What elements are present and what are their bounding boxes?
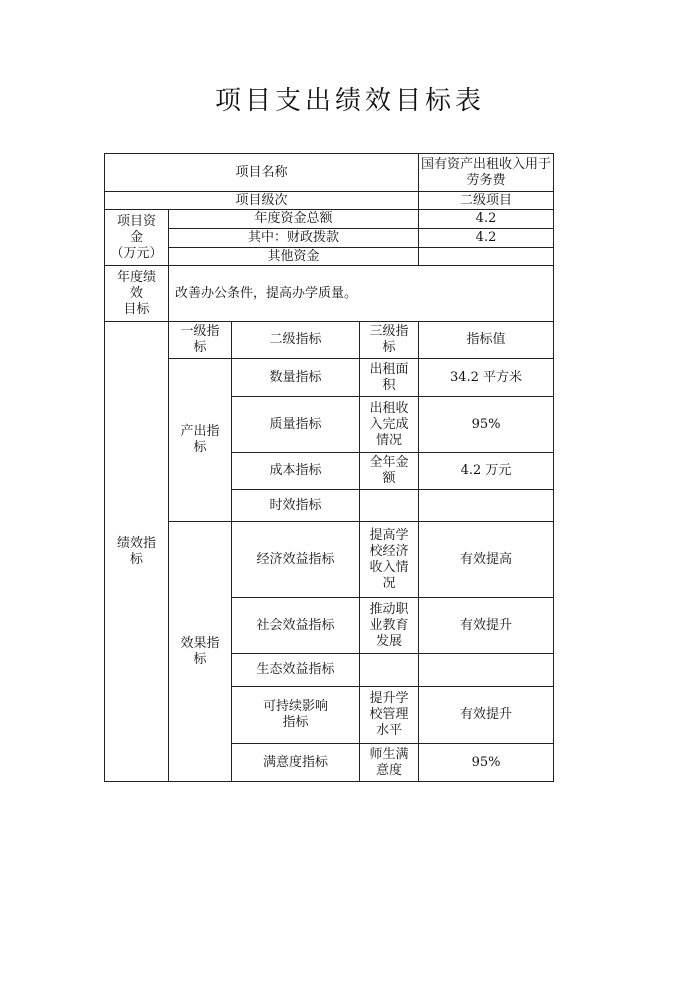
funds-total-value: 4.2 bbox=[419, 210, 554, 229]
indicators-section-label: 绩效指 标 bbox=[105, 322, 169, 782]
table-row bbox=[105, 522, 554, 598]
value-cell: 有效提升 bbox=[419, 598, 554, 654]
value-cell: 4.2 万元 bbox=[419, 453, 554, 490]
value-cell: 34.2 平方米 bbox=[419, 359, 554, 397]
level3-cell: 推动职 业教育 发展 bbox=[360, 598, 419, 654]
header-level2: 二级指标 bbox=[232, 322, 360, 359]
table-row bbox=[105, 359, 554, 397]
row-annual-goal bbox=[105, 266, 554, 322]
level2-cell: 数量指标 bbox=[232, 359, 360, 397]
value-cell bbox=[419, 654, 554, 687]
level3-cell: 出租收 入完成 情况 bbox=[360, 397, 419, 453]
value-cell: 有效提升 bbox=[419, 687, 554, 744]
performance-table bbox=[104, 153, 554, 782]
level2-cell: 可持续影响 指标 bbox=[232, 687, 360, 744]
level3-cell: 提升学 校管理 水平 bbox=[360, 687, 419, 744]
row-indicator-header bbox=[105, 322, 554, 359]
level2-cell: 成本指标 bbox=[232, 453, 360, 490]
funds-other-value bbox=[419, 248, 554, 266]
value-cell: 95% bbox=[419, 397, 554, 453]
value-cell: 有效提高 bbox=[419, 522, 554, 598]
header-level1: 一级指 标 bbox=[169, 322, 232, 359]
level3-cell: 师生满 意度 bbox=[360, 744, 419, 782]
value-cell: 95% bbox=[419, 744, 554, 782]
header-value: 指标值 bbox=[419, 322, 554, 359]
annual-goal-label: 年度绩 效 目标 bbox=[105, 266, 169, 322]
effect-indicator-label: 效果指 标 bbox=[169, 522, 232, 782]
header-level3: 三级指 标 bbox=[360, 322, 419, 359]
funds-label: 项目资 金 （万元） bbox=[105, 210, 169, 266]
level3-cell: 出租面 积 bbox=[360, 359, 419, 397]
row-funds-other bbox=[105, 248, 554, 266]
level3-cell bbox=[360, 654, 419, 687]
annual-goal-text: 改善办公条件，提高办学质量。 bbox=[169, 266, 554, 322]
value-cell bbox=[419, 490, 554, 522]
row-project-level bbox=[105, 192, 554, 210]
level2-cell: 时效指标 bbox=[232, 490, 360, 522]
level2-cell: 生态效益指标 bbox=[232, 654, 360, 687]
project-name-label: 项目名称 bbox=[105, 154, 419, 192]
output-indicator-label: 产出指 标 bbox=[169, 359, 232, 522]
project-name-value: 国有资产出租收入用于劳务费 bbox=[419, 154, 554, 192]
row-funds-total bbox=[105, 210, 554, 229]
project-level-label: 项目级次 bbox=[105, 192, 419, 210]
level2-cell: 质量指标 bbox=[232, 397, 360, 453]
level2-cell: 经济效益指标 bbox=[232, 522, 360, 598]
level3-cell bbox=[360, 490, 419, 522]
row-funds-fiscal bbox=[105, 229, 554, 248]
level2-cell: 满意度指标 bbox=[232, 744, 360, 782]
funds-fiscal-value: 4.2 bbox=[419, 229, 554, 248]
level3-cell: 全年金 额 bbox=[360, 453, 419, 490]
funds-total-label: 年度资金总额 bbox=[169, 210, 419, 229]
funds-fiscal-label: 其中：财政拨款 bbox=[169, 229, 419, 248]
page-title: 项目支出绩效目标表 bbox=[214, 86, 485, 116]
project-level-value: 二级项目 bbox=[419, 192, 554, 210]
level2-cell: 社会效益指标 bbox=[232, 598, 360, 654]
row-project-name bbox=[105, 154, 554, 192]
level3-cell: 提高学 校经济 收入情 况 bbox=[360, 522, 419, 598]
funds-other-label: 其他资金 bbox=[169, 248, 419, 266]
